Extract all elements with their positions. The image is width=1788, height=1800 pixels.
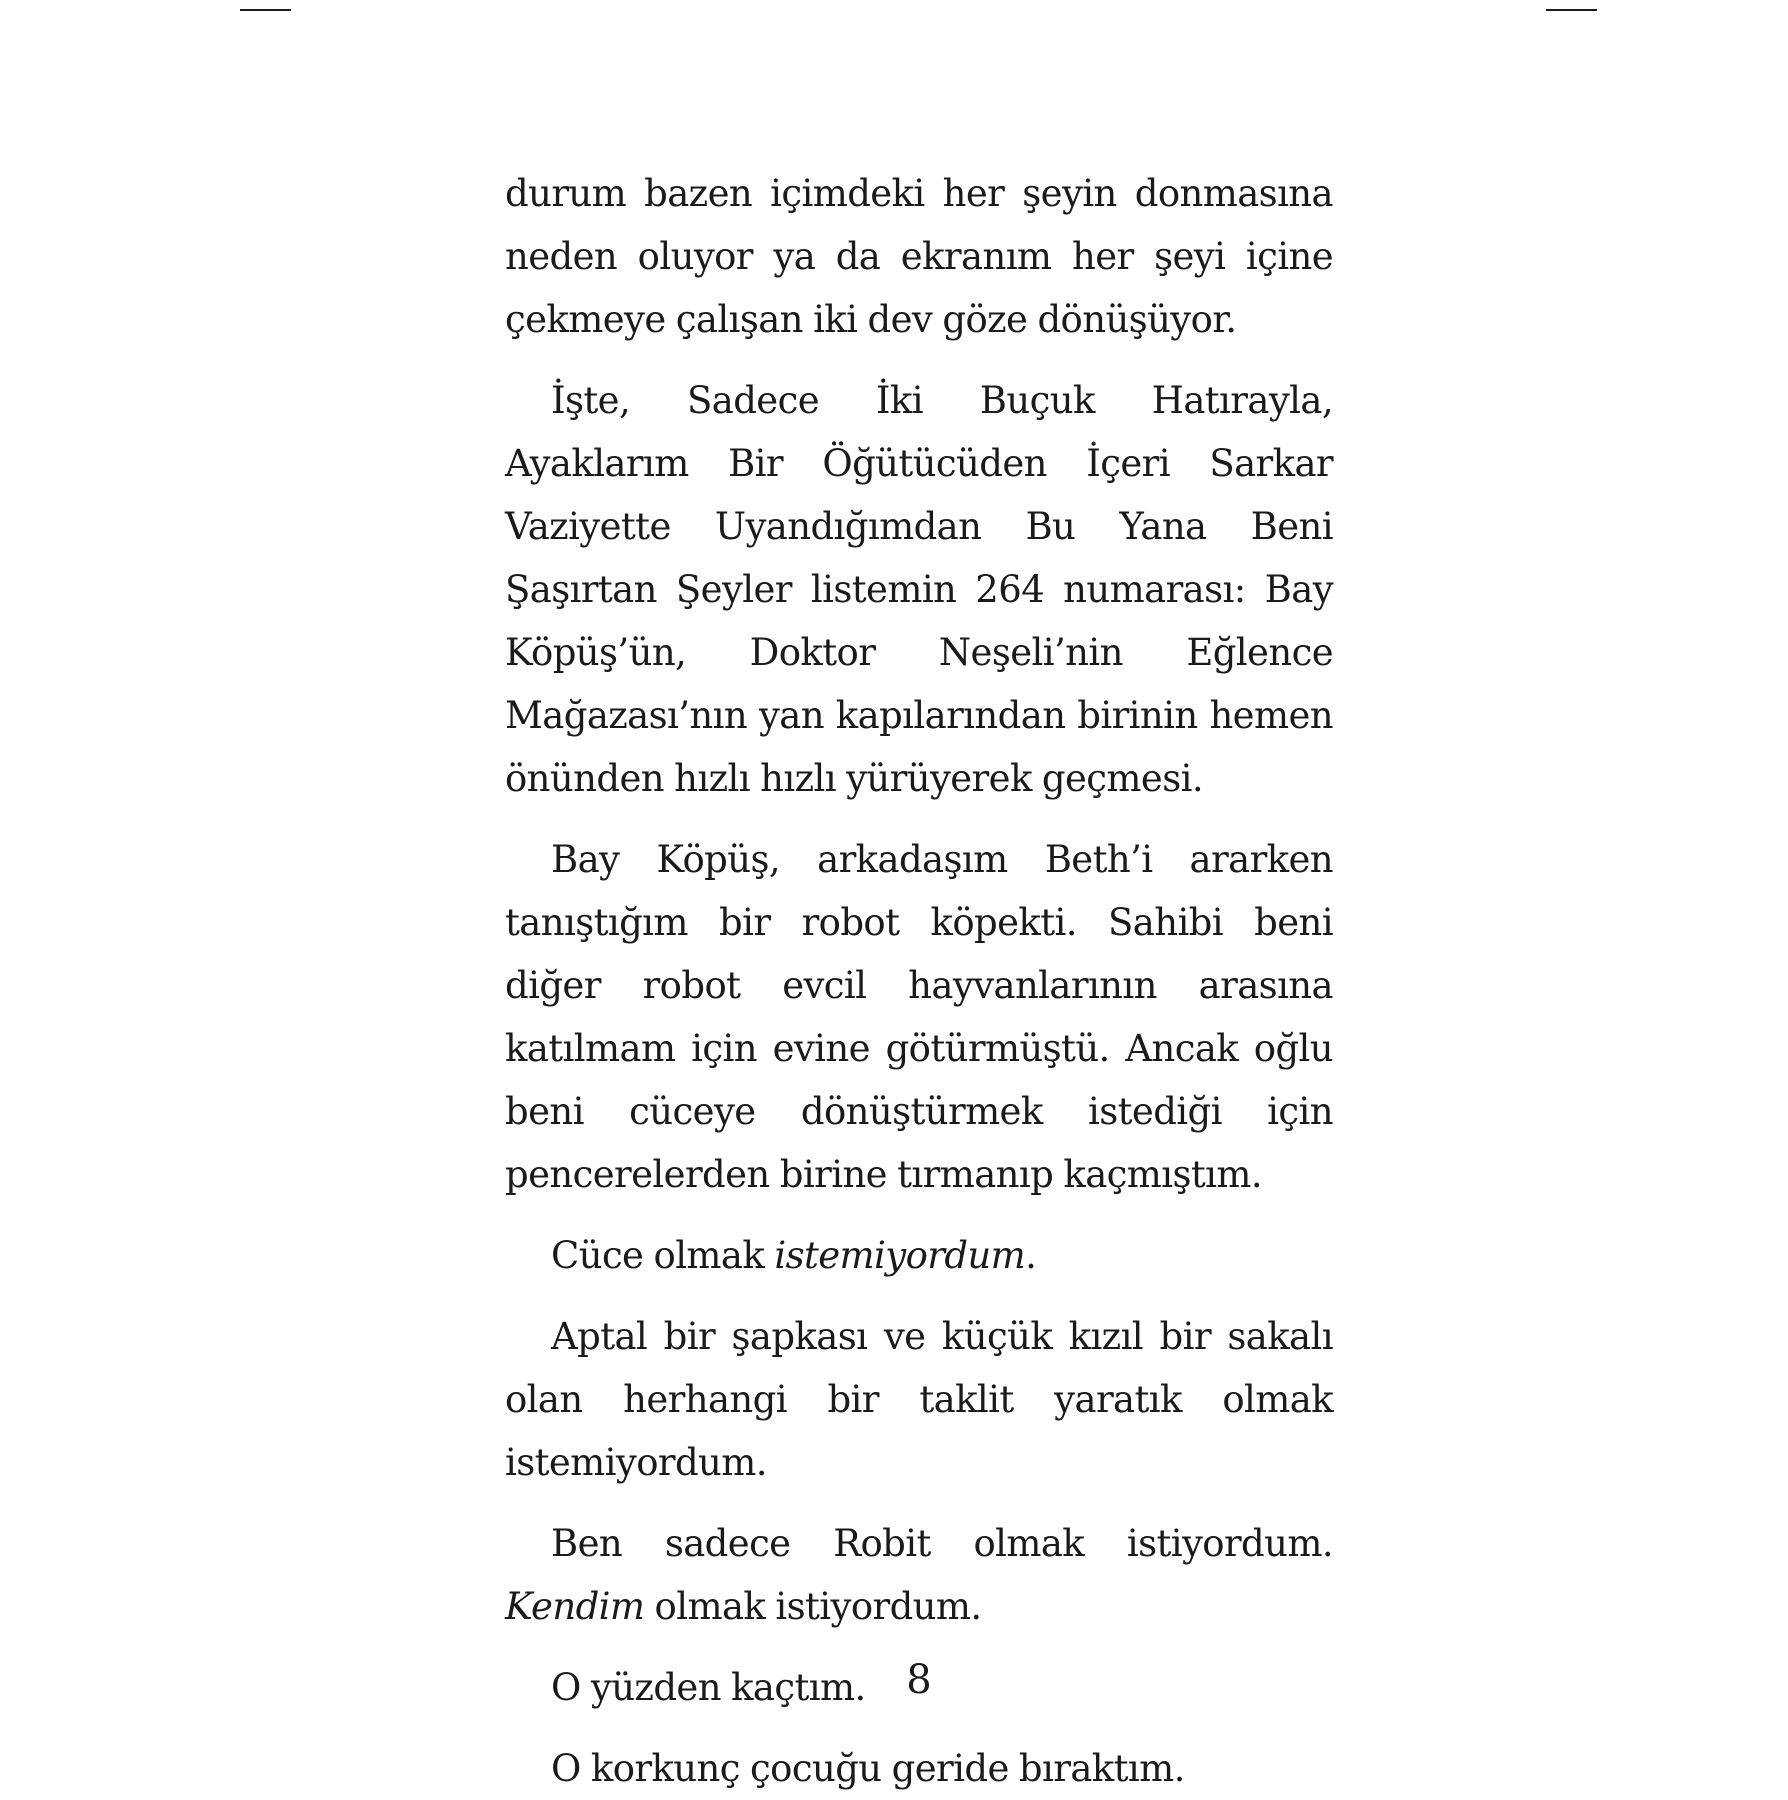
page-number: 8 (906, 1657, 932, 1703)
italic-emphasis: Kendim (505, 1585, 645, 1628)
paragraph-text: . (1025, 1234, 1037, 1277)
paragraph-text: olmak istiyordum. (644, 1585, 982, 1628)
crop-mark-left (240, 9, 291, 11)
paragraph: O yüzden kaçtım. (551, 1666, 866, 1709)
italic-emphasis: istemiyordum (774, 1234, 1026, 1277)
crop-mark-right (1546, 9, 1597, 11)
paragraph-text: Cüce olmak (551, 1234, 775, 1277)
paragraph: durum bazen içimdeki her şeyin donmasına neden oluyor ya da ekranım her şeyi içine çekmeye çalışan iki dev göze dönüşüyor. (505, 172, 1333, 341)
paragraph: O korkunç çocuğu geride bıraktım. (551, 1747, 1185, 1790)
paragraph: İşte, Sadece İki Buçuk Hatırayla, Ayaklarım Bir Öğütücüden İçeri Sarkar Vaziyette Uyandığımdan Bu Yana Beni Şaşırtan Şeyler listemin 264 numarası: Bay Köpüş’ün, Doktor Neşeli’nin Eğlence Mağazası’nın yan kapılarından birinin hemen önünden hızlı hızlı yürüyerek geçmesi. (505, 379, 1333, 800)
paragraph: Aptal bir şapkası ve küçük kızıl bir sakalı olan herhangi bir taklit yaratık olmak istemiyordum. (505, 1315, 1333, 1484)
paragraph (505, 1512, 1333, 1638)
paragraph: Bay Köpüş, arkadaşım Beth’i ararken tanıştığım bir robot köpekti. Sahibi beni diğer robot evcil hayvanlarının arasına katılmam için evine götürmüştü. Ancak oğlu beni cüceye dönüştürmek istediği için pencerelerden birine tırmanıp kaçmıştım. (505, 838, 1333, 1196)
page-body-text (505, 162, 1333, 1800)
paragraph-text: Ben sadece Robit olmak istiyordum. (551, 1522, 1333, 1565)
paragraph (505, 1224, 1333, 1287)
